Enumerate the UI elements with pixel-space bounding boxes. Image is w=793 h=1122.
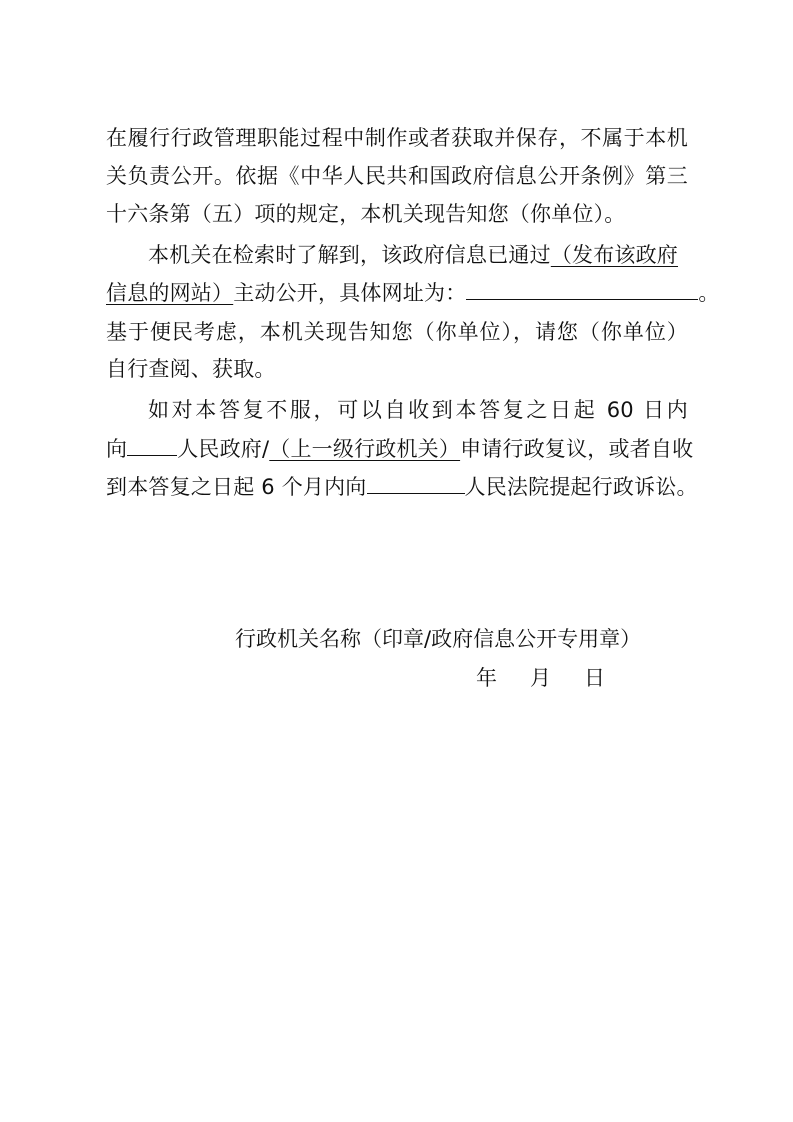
date-day: 日 xyxy=(584,666,605,690)
paragraph-3-court: 人民法院提起行政诉讼。 xyxy=(464,475,698,499)
paragraph-3-government: 人民政府/ xyxy=(177,437,270,461)
paragraph-3-line-2 xyxy=(106,435,694,463)
paragraph-1-line-3: 十六条第（五）项的规定，本机关现告知您（你单位）。 xyxy=(106,202,626,226)
paragraph-3-deadline: 到本答复之日起 6 个月内向 xyxy=(106,475,367,499)
website-placeholder-end: 信息的网站） xyxy=(106,281,234,305)
paragraph-3-line-1: 如对本答复不服，可以自收到本答复之日起 60 日内 xyxy=(148,398,688,422)
date-year: 年 xyxy=(476,666,497,690)
website-placeholder-start: （发布该政府 xyxy=(550,243,679,267)
paragraph-1-line-1: 在履行行政管理职能过程中制作或者获取并保存，不属于本机 xyxy=(106,126,688,150)
date-month: 月 xyxy=(530,666,551,690)
paragraph-2-url-label: 主动公开，具体网址为： xyxy=(233,281,467,305)
paragraph-3-review: 申请行政复议，或者自收 xyxy=(460,437,694,461)
paragraph-2-line-4: 自行查阅、获取。 xyxy=(106,357,276,381)
url-blank-field xyxy=(466,279,698,300)
paragraph-2-line-1 xyxy=(148,241,688,269)
paragraph-2-period: 。 xyxy=(698,281,720,305)
paragraph-3-line-3 xyxy=(106,473,698,501)
paragraph-2-line-2 xyxy=(106,279,720,307)
signature-organization: 行政机关名称（印章/政府信息公开专用章） xyxy=(235,627,642,651)
paragraph-1-line-2: 关负责公开。依据《中华人民共和国政府信息公开条例》第三 xyxy=(106,164,688,188)
paragraph-2-line-3: 基于便民考虑，本机关现告知您（你单位），请您（你单位） xyxy=(106,320,688,344)
paragraph-2-text: 本机关在检索时了解到，该政府信息已通过 xyxy=(148,243,551,267)
paragraph-3-to: 向 xyxy=(106,437,128,461)
court-blank-field xyxy=(367,473,465,494)
government-blank-field xyxy=(127,435,177,456)
superior-agency-placeholder: （上一级行政机关） xyxy=(269,437,461,461)
